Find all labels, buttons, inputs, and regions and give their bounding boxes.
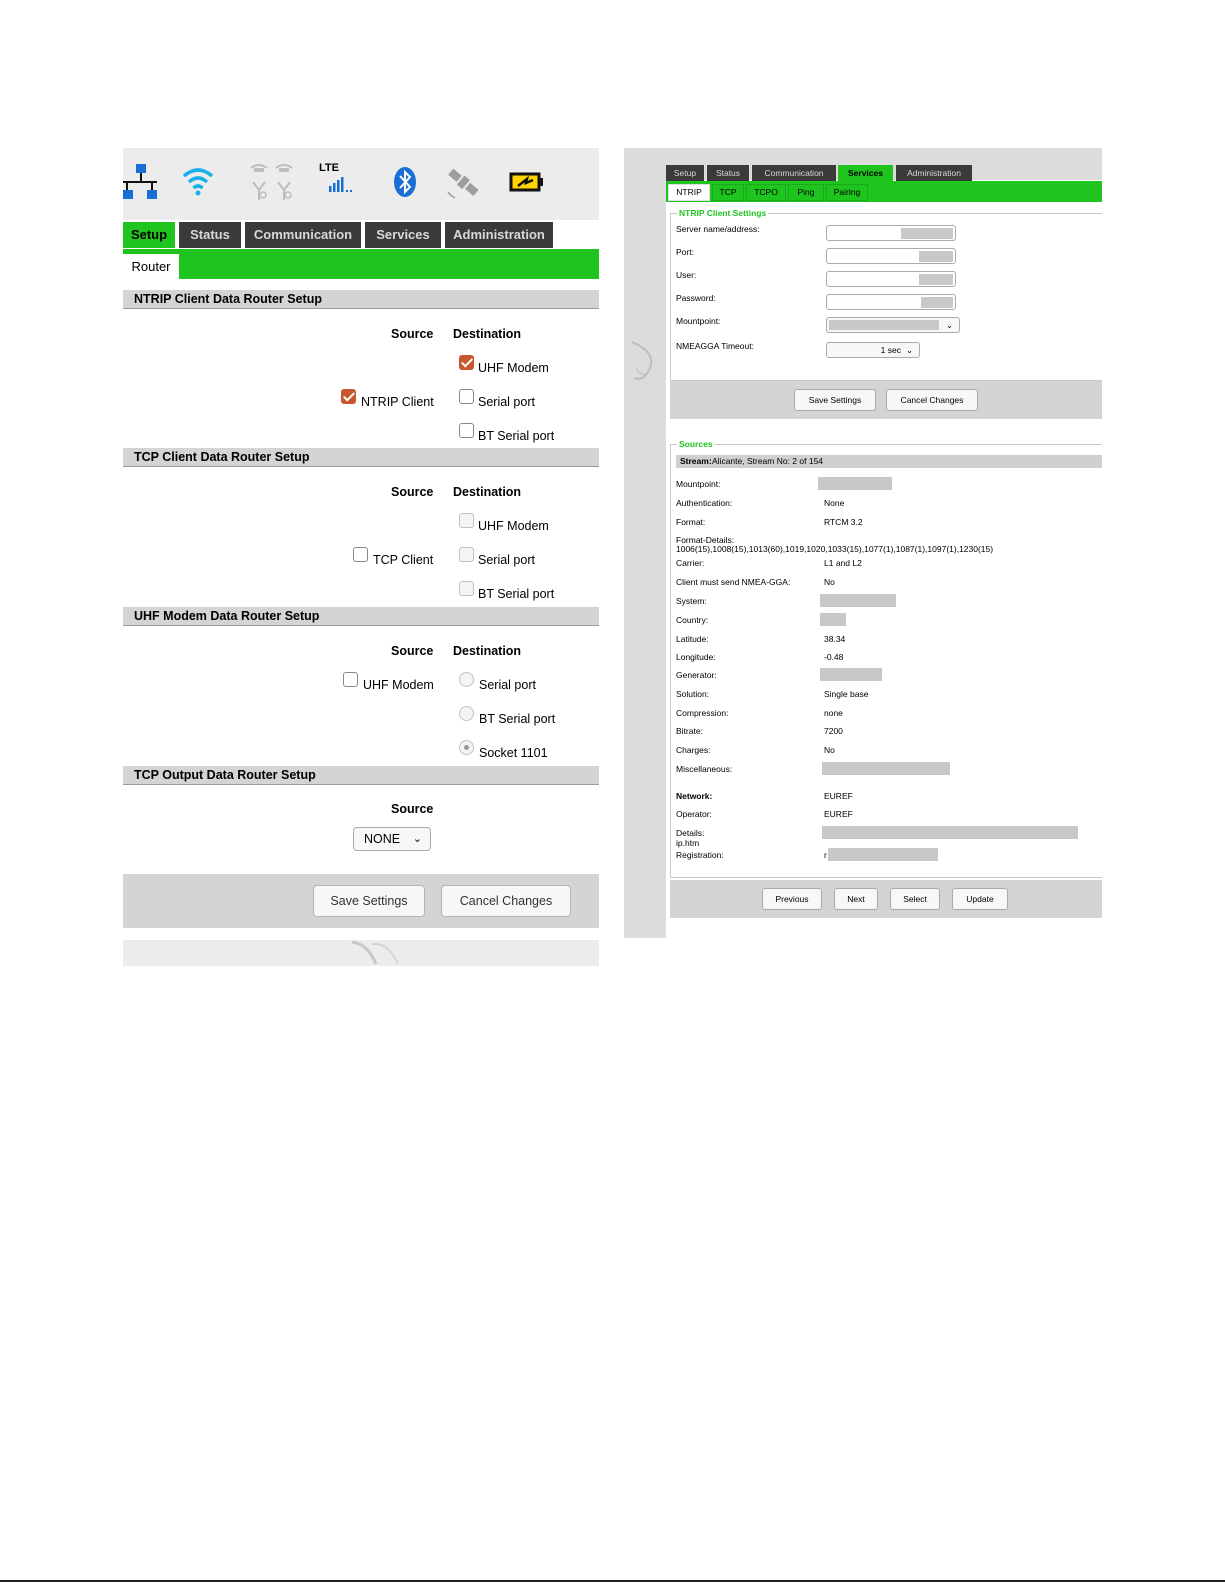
wifi-icon bbox=[181, 162, 215, 202]
source-row-value: 1006(15),1008(15),1013(60),1019,1020,1033(15),1077(1),1087(1),1097(1),1230(15) bbox=[676, 544, 994, 554]
radio-antenna-icon bbox=[248, 162, 298, 202]
uhf-dest-serial-label: Serial port bbox=[479, 678, 536, 692]
tcp-output-source-header: Source bbox=[391, 802, 434, 816]
source-row-label: Miscellaneous: bbox=[676, 764, 733, 774]
subtab-router[interactable]: Router bbox=[123, 254, 179, 280]
source-row-label: Client must send NMEA-GGA: bbox=[676, 577, 791, 587]
cancel-changes-button[interactable]: Cancel Changes bbox=[441, 885, 571, 917]
source-row-label: Solution: bbox=[676, 689, 710, 699]
redacted-block bbox=[820, 613, 846, 626]
ntrip-client-settings-legend: NTRIP Client Settings bbox=[679, 208, 767, 218]
ntrip-dest-uhf-checkbox[interactable] bbox=[459, 355, 474, 370]
uhf-source-label: UHF Modem bbox=[363, 678, 434, 692]
satellite-icon bbox=[443, 162, 483, 202]
nmeagga-timeout-value: 1 sec bbox=[880, 345, 901, 355]
source-row-value: r bbox=[824, 850, 827, 860]
source-row-label: Generator: bbox=[676, 670, 717, 680]
chevron-down-icon: ⌄ bbox=[945, 320, 953, 330]
user-input[interactable] bbox=[826, 271, 956, 287]
mountpoint-select[interactable] bbox=[826, 317, 960, 333]
source-row-label: System: bbox=[676, 596, 707, 606]
redacted-block bbox=[818, 477, 892, 490]
source-row-value: RTCM 3.2 bbox=[824, 517, 863, 527]
tcp-dest-serial-label: Serial port bbox=[478, 553, 535, 567]
tcp-source-label: TCP Client bbox=[373, 553, 434, 567]
subtab-bar bbox=[123, 249, 599, 279]
redacted-block bbox=[820, 594, 896, 607]
tab-status[interactable]: Status bbox=[179, 222, 241, 248]
redacted-block bbox=[820, 668, 882, 681]
source-row-label: Country: bbox=[676, 615, 709, 625]
chevron-down-icon: ⌄ bbox=[412, 833, 422, 845]
ntrip-dest-bt-label: BT Serial port bbox=[478, 429, 555, 443]
tcp-source-checkbox[interactable] bbox=[353, 547, 368, 562]
stream-label: Stream: bbox=[680, 456, 712, 466]
redacted-block bbox=[822, 826, 1078, 839]
uhf-dest-bt-label: BT Serial port bbox=[479, 712, 556, 726]
chevron-down-icon: ⌄ bbox=[905, 345, 913, 355]
tab-administration[interactable]: Administration bbox=[445, 222, 553, 248]
server-input[interactable] bbox=[826, 225, 956, 241]
tab-setup[interactable]: Setup bbox=[666, 165, 704, 181]
ntrip-section-header: NTRIP Client Data Router Setup bbox=[123, 290, 599, 309]
router-setup-panel bbox=[123, 148, 599, 966]
stream-value: Alicante, Stream No: 2 of 154 bbox=[712, 456, 824, 466]
subtab-tcpo[interactable]: TCPO bbox=[746, 184, 786, 201]
tcp-output-source-value: NONE bbox=[364, 832, 401, 846]
tab-status[interactable]: Status bbox=[707, 165, 749, 181]
ntrip-dest-serial-label: Serial port bbox=[478, 395, 535, 409]
password-input[interactable] bbox=[826, 294, 956, 310]
source-row-label: Carrier: bbox=[676, 558, 705, 568]
source-row-value: L1 and L2 bbox=[824, 558, 862, 568]
password-label: Password: bbox=[676, 293, 716, 303]
source-row-label: Network: bbox=[676, 791, 713, 801]
uhf-source-header: Source bbox=[391, 644, 434, 658]
status-icon-bar bbox=[123, 148, 599, 220]
subtab-pairing[interactable]: Pairing bbox=[826, 184, 868, 201]
source-row-value: -0.48 bbox=[824, 652, 844, 662]
cancel-changes-button[interactable]: Cancel Changes bbox=[886, 389, 978, 411]
port-input[interactable] bbox=[826, 248, 956, 264]
update-button[interactable]: Update bbox=[952, 888, 1008, 910]
main-tabs bbox=[123, 222, 599, 248]
tcp-dest-uhf-checkbox[interactable] bbox=[459, 513, 474, 528]
source-row-label: Compression: bbox=[676, 708, 729, 718]
port-label: Port: bbox=[676, 247, 694, 257]
nmeagga-timeout-label: NMEAGGA Timeout: bbox=[676, 341, 754, 351]
source-row-value: No bbox=[824, 577, 835, 587]
uhf-dest-serial-radio[interactable] bbox=[459, 672, 474, 687]
source-row-label: Format-Details: bbox=[676, 535, 735, 545]
uhf-source-checkbox[interactable] bbox=[343, 672, 358, 687]
uhf-section-header: UHF Modem Data Router Setup bbox=[123, 607, 599, 626]
previous-button[interactable]: Previous bbox=[762, 888, 822, 910]
subtab-tcp[interactable]: TCP bbox=[712, 184, 744, 201]
ntrip-destination-header: Destination bbox=[453, 327, 522, 341]
tcp-dest-uhf-label: UHF Modem bbox=[478, 519, 549, 533]
source-row-label: Details: bbox=[676, 828, 705, 838]
tcp-dest-bt-checkbox[interactable] bbox=[459, 581, 474, 596]
ntrip-dest-serial-checkbox[interactable] bbox=[459, 389, 474, 404]
ntrip-source-label: NTRIP Client bbox=[361, 395, 434, 409]
source-row-label: Registration: bbox=[676, 850, 724, 860]
tcp-dest-serial-checkbox[interactable] bbox=[459, 547, 474, 562]
source-row-label: Operator: bbox=[676, 809, 712, 819]
tab-setup[interactable]: Setup bbox=[123, 222, 175, 248]
sources-fieldset bbox=[670, 439, 1102, 878]
source-row-value: No bbox=[824, 745, 835, 755]
ntrip-source-header: Source bbox=[391, 327, 434, 341]
source-row-value: 38.34 bbox=[824, 634, 846, 644]
redacted-block bbox=[822, 762, 950, 775]
tab-services[interactable]: Services bbox=[365, 222, 441, 248]
lte-label: LTE bbox=[319, 162, 339, 174]
tab-services[interactable]: Services bbox=[838, 165, 893, 181]
mountpoint-label: Mountpoint: bbox=[676, 316, 721, 326]
settings-button-bar bbox=[670, 381, 1102, 419]
tcp-output-source-select[interactable] bbox=[353, 827, 431, 851]
sources-button-bar bbox=[670, 880, 1102, 918]
user-label: User: bbox=[676, 270, 697, 280]
logo-watermark-icon bbox=[628, 338, 658, 386]
page-bottom-rule bbox=[0, 1580, 1225, 1582]
uhf-dest-socket-label: Socket 1101 bbox=[479, 746, 548, 760]
uhf-dest-socket-radio[interactable] bbox=[459, 740, 474, 755]
tcp-dest-bt-label: BT Serial port bbox=[478, 587, 555, 601]
tcp-section-header: TCP Client Data Router Setup bbox=[123, 448, 599, 467]
subtab-ntrip[interactable]: NTRIP bbox=[668, 184, 710, 201]
source-row-value: EUREF bbox=[824, 791, 853, 801]
left-footer bbox=[123, 940, 599, 966]
source-row-label: Authentication: bbox=[676, 498, 733, 508]
battery-icon bbox=[509, 162, 545, 202]
source-row-label: Charges: bbox=[676, 745, 711, 755]
left-button-bar bbox=[123, 874, 599, 928]
tab-administration[interactable]: Administration bbox=[896, 165, 972, 181]
ntrip-services-panel bbox=[624, 148, 1102, 938]
source-row-label: Bitrate: bbox=[676, 726, 703, 736]
ntrip-dest-bt-checkbox[interactable] bbox=[459, 423, 474, 438]
tcp-output-section-header: TCP Output Data Router Setup bbox=[123, 766, 599, 785]
source-row-label: Mountpoint: bbox=[676, 479, 721, 489]
lte-signal-icon bbox=[319, 162, 363, 202]
tcp-source-header: Source bbox=[391, 485, 434, 499]
select-button[interactable]: Select bbox=[890, 888, 940, 910]
source-row-label: Format: bbox=[676, 517, 706, 527]
ntrip-source-checkbox[interactable] bbox=[341, 389, 356, 404]
source-row-label: ip.htm bbox=[676, 838, 700, 848]
tcp-destination-header: Destination bbox=[453, 485, 522, 499]
save-settings-button[interactable]: Save Settings bbox=[794, 389, 876, 411]
stream-header-bar bbox=[676, 455, 1102, 468]
services-content bbox=[666, 148, 1102, 938]
source-row-value: none bbox=[824, 708, 843, 718]
redacted-block bbox=[828, 848, 938, 861]
source-row-label: Latitude: bbox=[676, 634, 709, 644]
source-row-value: None bbox=[824, 498, 845, 508]
uhf-destination-header: Destination bbox=[453, 644, 522, 658]
source-row-value: Single base bbox=[824, 689, 869, 699]
tab-communication[interactable]: Communication bbox=[752, 165, 836, 181]
nmeagga-timeout-select[interactable] bbox=[826, 342, 920, 358]
server-label: Server name/address: bbox=[676, 224, 760, 234]
source-row-value: 7200 bbox=[824, 726, 843, 736]
save-settings-button[interactable]: Save Settings bbox=[313, 885, 425, 917]
network-icon bbox=[123, 162, 159, 202]
next-button[interactable]: Next bbox=[834, 888, 878, 910]
sources-legend: Sources bbox=[679, 439, 713, 449]
source-row-label: Longitude: bbox=[676, 652, 716, 662]
uhf-dest-bt-radio[interactable] bbox=[459, 706, 474, 721]
bluetooth-icon bbox=[393, 162, 417, 202]
subtab-ping[interactable]: Ping bbox=[788, 184, 824, 201]
ntrip-dest-uhf-label: UHF Modem bbox=[478, 361, 549, 375]
logo-fragment-icon bbox=[348, 940, 408, 966]
tab-communication[interactable]: Communication bbox=[245, 222, 361, 248]
source-row-value: EUREF bbox=[824, 809, 853, 819]
